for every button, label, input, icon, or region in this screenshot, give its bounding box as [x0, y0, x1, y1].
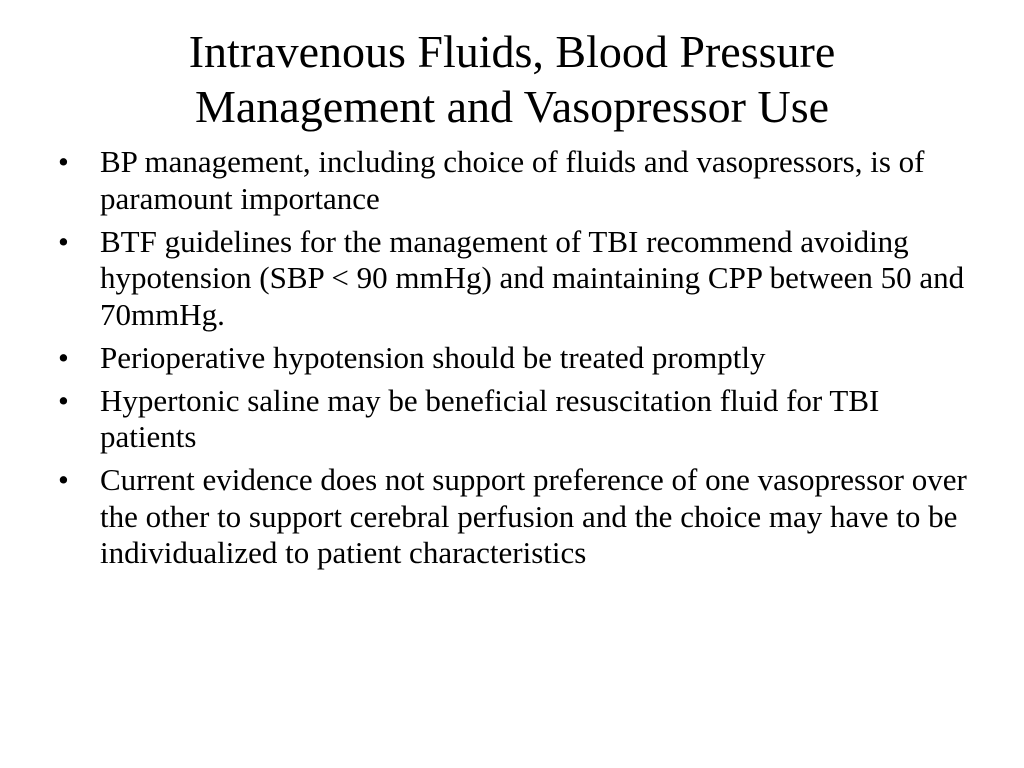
bullet-text: BP management, including choice of fluids and vasopressors, is of paramount importance — [100, 144, 925, 216]
bullet-item-bp-management — [58, 144, 978, 217]
bullet-text: Hypertonic saline may be beneficial resuscitation fluid for TBI patients — [100, 382, 880, 454]
bullet-dot-icon: • — [58, 382, 69, 418]
bullet-text: Current evidence does not support preference of one vasopressor over the other to support cerebral perfusion and the choice may have to be individualized to patient characteristics — [100, 462, 967, 570]
bullet-item-hypertonic-saline — [58, 383, 978, 456]
bullet-dot-icon: • — [58, 223, 69, 259]
slide-title-line-1: Intravenous Fluids, Blood Pressure — [188, 26, 836, 77]
bullet-text: BTF guidelines for the management of TBI recommend avoiding hypotension (SBP < 90 mmHg) and maintaining CPP between 50 and 70mmHg. — [100, 223, 965, 332]
bullet-item-btf-guidelines — [58, 224, 978, 334]
bullet-item-vasopressor-evidence — [58, 462, 978, 572]
slide-title-line-2: Management and Vasopressor Use — [194, 81, 830, 132]
slide-title — [60, 24, 964, 134]
bullet-dot-icon: • — [58, 462, 69, 497]
bullet-text: Perioperative hypotension should be treated promptly — [100, 339, 766, 375]
bullet-dot-icon: • — [58, 144, 69, 179]
bullet-dot-icon: • — [58, 339, 69, 375]
bullet-item-perioperative-hypotension — [58, 340, 978, 377]
bullet-list — [58, 144, 978, 578]
